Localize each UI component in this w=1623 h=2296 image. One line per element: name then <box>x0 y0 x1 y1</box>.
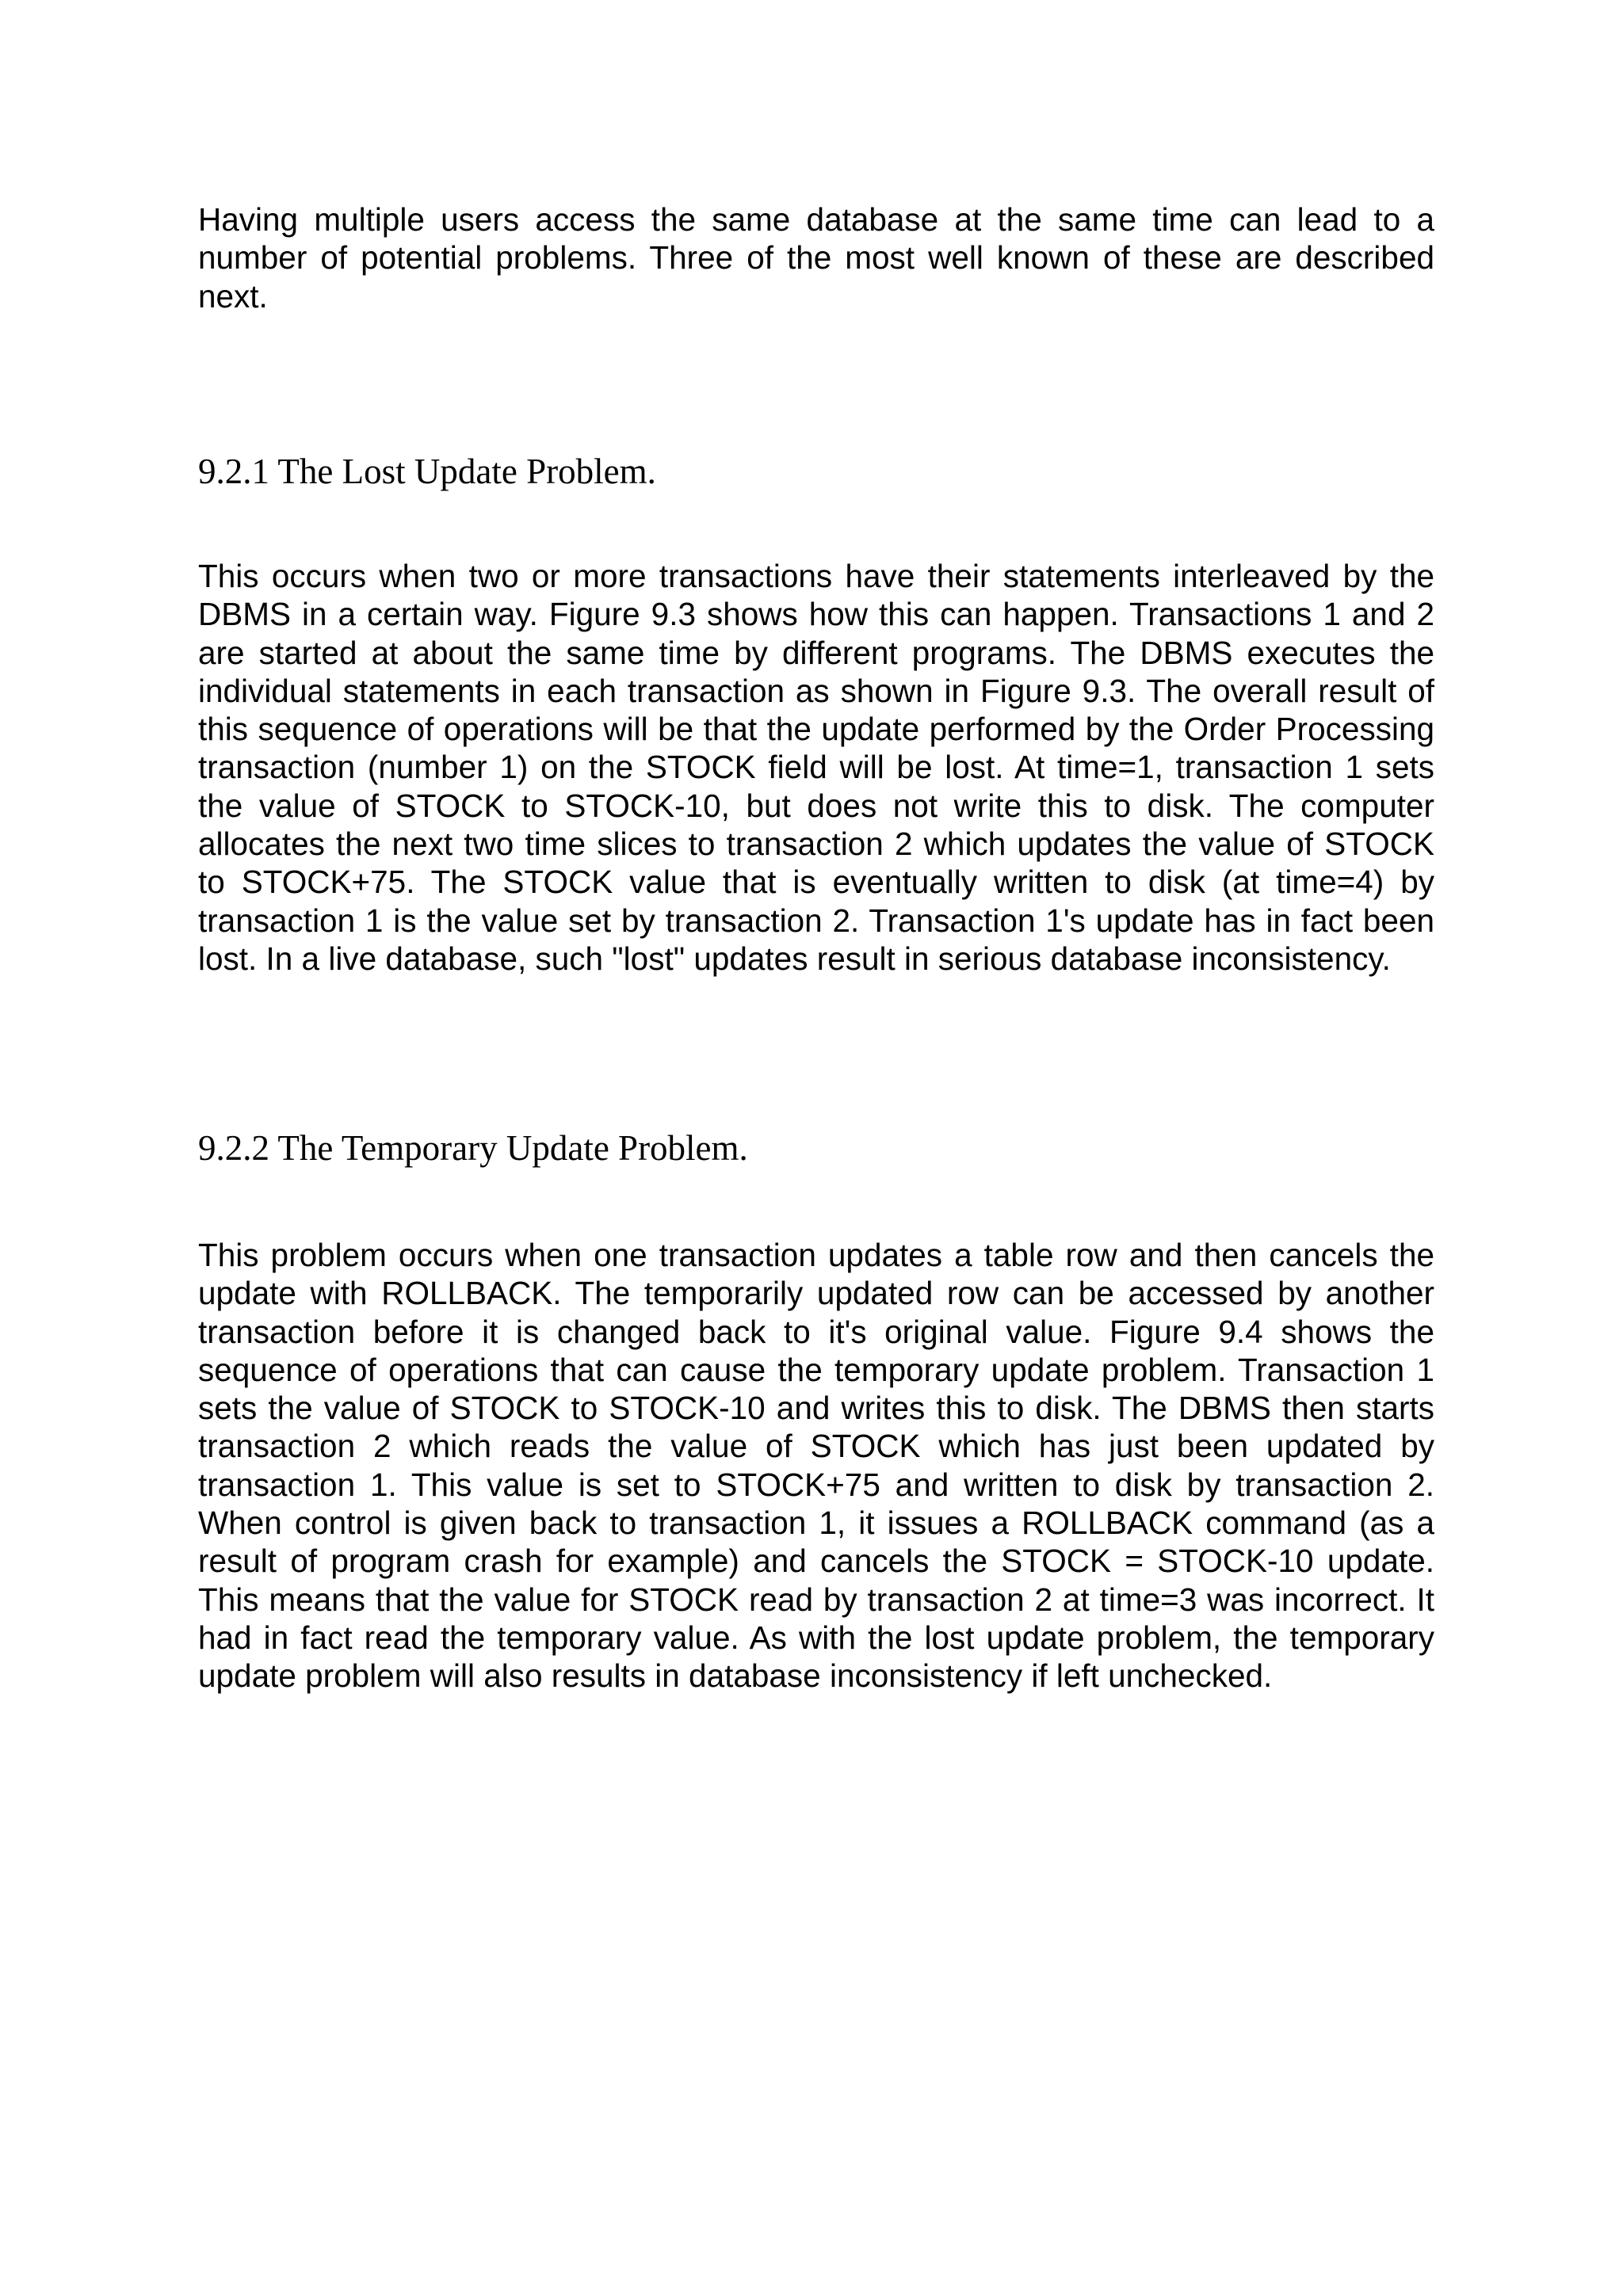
section-heading-lost-update: 9.2.1 The Lost Update Problem. <box>198 452 656 491</box>
intro-paragraph: Having multiple users access the same database at the same time can lead to a number of potential problems. Three of the most well known of these are described next. <box>198 201 1434 315</box>
section-heading-temporary-update: 9.2.2 The Temporary Update Problem. <box>198 1128 748 1168</box>
section-body-lost-update: This occurs when two or more transactions have their statements interleaved by the DBMS in a certain way. Figure 9.3 shows how this can happen. Transactions 1 and 2 are started at about the same time by different programs. The DBMS executes the individual statements in each transaction as shown in Figure 9.3. The overall result of this sequence of operations will be that the update performed by the Order Processing transaction (number 1) on the STOCK field will be lost. At time=1, transaction 1 sets the value of STOCK to STOCK-10, but does not write this to disk. The computer allocates the next two time slices to transaction 2 which updates the value of STOCK to STOCK+75. The STOCK value that is eventually written to disk (at time=4) by transaction 1 is the value set by transaction 2. Transaction 1's update has in fact been lost. In a live database, such "lost" updates result in serious database inconsistency. <box>198 558 1434 977</box>
section-body-temporary-update: This problem occurs when one transaction updates a table row and then cancels the update with ROLLBACK. The temporarily updated row can be accessed by another transaction before it is changed back to it's original value. Figure 9.4 shows the sequence of operations that can cause the temporary update problem. Transaction 1 sets the value of STOCK to STOCK-10 and writes this to disk. The DBMS then starts transaction 2 which reads the value of STOCK which has just been updated by transaction 1. This value is set to STOCK+75 and written to disk by transaction 2. When control is given back to transaction 1, it issues a ROLLBACK command (as a result of program crash for example) and cancels the STOCK = STOCK-10 update. This means that the value for STOCK read by transaction 2 at time=3 was incorrect. It had in fact read the temporary value. As with the lost update problem, the temporary update problem will also results in database inconsistency if left unchecked. <box>198 1237 1434 1695</box>
